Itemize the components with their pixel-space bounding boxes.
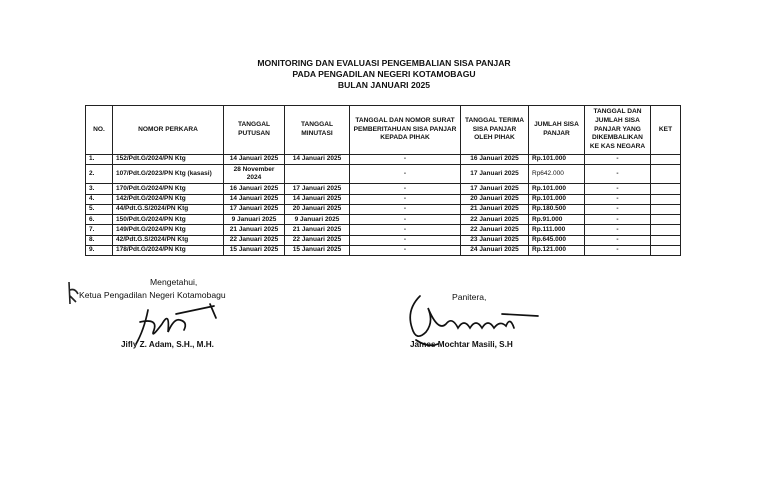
cell-ket xyxy=(651,184,681,194)
monitoring-table xyxy=(85,105,681,256)
cell-perkara: 170/Pdt.G/2024/PN Ktg xyxy=(113,184,224,194)
table-row xyxy=(86,204,681,214)
cell-jumlah: Rp.645.000 xyxy=(529,235,585,245)
cell-kas: - xyxy=(585,165,651,184)
cell-kas: - xyxy=(585,235,651,245)
cell-no: 6. xyxy=(86,215,113,225)
cell-no: 7. xyxy=(86,225,113,235)
cell-surat: - xyxy=(350,235,461,245)
cell-terima: 22 Januari 2025 xyxy=(461,215,529,225)
cell-minutasi: 17 Januari 2025 xyxy=(285,184,350,194)
cell-no: 3. xyxy=(86,184,113,194)
cell-no: 4. xyxy=(86,194,113,204)
cell-minutasi: 14 Januari 2025 xyxy=(285,155,350,165)
cell-ket xyxy=(651,194,681,204)
header-tanggal-minutasi: TANGGAL MINUTASI xyxy=(285,106,350,155)
cell-terima: 20 Januari 2025 xyxy=(461,194,529,204)
title-line-3: BULAN JANUARI 2025 xyxy=(337,80,431,90)
cell-terima: 16 Januari 2025 xyxy=(461,155,529,165)
header-tanggal-terima: TANGGAL TERIMA SISA PANJAR OLEH PIHAK xyxy=(461,106,529,155)
cell-kas: - xyxy=(585,215,651,225)
left-signature-name: Jifly Z. Adam, S.H., M.H. xyxy=(121,340,214,349)
cell-jumlah: Rp.180.500 xyxy=(529,204,585,214)
table-row xyxy=(86,194,681,204)
cell-ket xyxy=(651,165,681,184)
cell-terima: 21 Januari 2025 xyxy=(461,204,529,214)
cell-surat: - xyxy=(350,204,461,214)
right-signature-role: Panitera, xyxy=(452,292,487,302)
stamp-mark-icon xyxy=(66,280,80,308)
cell-perkara: 44/Pdt.G.S/2024/PN Ktg xyxy=(113,204,224,214)
cell-perkara: 149/Pdt.G/2024/PN Ktg xyxy=(113,225,224,235)
cell-minutasi: 20 Januari 2025 xyxy=(285,204,350,214)
right-signature-name: James Mochtar Masili, S.H xyxy=(410,340,513,349)
cell-kas: - xyxy=(585,155,651,165)
cell-jumlah: Rp.101.000 xyxy=(529,184,585,194)
cell-no: 9. xyxy=(86,246,113,256)
cell-surat: - xyxy=(350,165,461,184)
header-tanggal-putusan: TANGGAL PUTUSAN xyxy=(224,106,285,155)
cell-kas: - xyxy=(585,184,651,194)
cell-perkara: 107/Pdt.G/2023/PN Ktg (kasasi) xyxy=(113,165,224,184)
header-jumlah-sisa-panjar: JUMLAH SISA PANJAR xyxy=(529,106,585,155)
left-signature-role: Ketua Pengadilan Negeri Kotamobagu xyxy=(79,290,226,300)
cell-surat: - xyxy=(350,155,461,165)
cell-kas: - xyxy=(585,204,651,214)
title-line-2: PADA PENGADILAN NEGERI KOTAMOBAGU xyxy=(292,69,476,79)
table-header-row xyxy=(86,106,681,155)
cell-no: 1. xyxy=(86,155,113,165)
cell-terima: 22 Januari 2025 xyxy=(461,225,529,235)
cell-jumlah: Rp.101.000 xyxy=(529,155,585,165)
table-row xyxy=(86,165,681,184)
cell-terima: 17 Januari 2025 xyxy=(461,165,529,184)
cell-ket xyxy=(651,246,681,256)
cell-perkara: 150/Pdt.G/2024/PN Ktg xyxy=(113,215,224,225)
cell-kas: - xyxy=(585,225,651,235)
cell-putusan: 14 Januari 2025 xyxy=(224,155,285,165)
cell-no: 5. xyxy=(86,204,113,214)
cell-putusan: 21 Januari 2025 xyxy=(224,225,285,235)
table-row xyxy=(86,235,681,245)
cell-putusan: 14 Januari 2025 xyxy=(224,194,285,204)
cell-no: 8. xyxy=(86,235,113,245)
table-row xyxy=(86,184,681,194)
cell-putusan: 9 Januari 2025 xyxy=(224,215,285,225)
cell-perkara: 142/Pdt.G/2024/PN Ktg xyxy=(113,194,224,204)
cell-putusan: 16 Januari 2025 xyxy=(224,184,285,194)
table-row xyxy=(86,246,681,256)
cell-minutasi: 22 Januari 2025 xyxy=(285,235,350,245)
cell-no: 2. xyxy=(86,165,113,184)
header-surat-pemberitahuan: TANGGAL DAN NOMOR SURAT PEMBERITAHUAN SISA PANJAR KEPADA PIHAK xyxy=(350,106,461,155)
table-row xyxy=(86,215,681,225)
cell-surat: - xyxy=(350,225,461,235)
cell-perkara: 178/Pdt.G/2024/PN Ktg xyxy=(113,246,224,256)
cell-kas: - xyxy=(585,194,651,204)
table-row xyxy=(86,225,681,235)
cell-putusan: 15 Januari 2025 xyxy=(224,246,285,256)
cell-kas: - xyxy=(585,246,651,256)
document-title xyxy=(0,58,768,91)
cell-jumlah: Rp.121.000 xyxy=(529,246,585,256)
cell-jumlah: Rp.111.000 xyxy=(529,225,585,235)
cell-minutasi: 15 Januari 2025 xyxy=(285,246,350,256)
cell-surat: - xyxy=(350,246,461,256)
title-line-1: MONITORING DAN EVALUASI PENGEMBALIAN SISA PANJAR xyxy=(257,58,511,68)
cell-putusan: 17 Januari 2025 xyxy=(224,204,285,214)
cell-putusan: 22 Januari 2025 xyxy=(224,235,285,245)
cell-ket xyxy=(651,235,681,245)
cell-surat: - xyxy=(350,194,461,204)
cell-surat: - xyxy=(350,215,461,225)
table-row xyxy=(86,155,681,165)
header-nomor-perkara: NOMOR PERKARA xyxy=(113,106,224,155)
header-no: NO. xyxy=(86,106,113,155)
cell-jumlah: Rp.101.000 xyxy=(529,194,585,204)
cell-putusan: 28 November 2024 xyxy=(224,165,285,184)
cell-jumlah: Rp642.000 xyxy=(529,165,585,184)
cell-minutasi xyxy=(285,165,350,184)
left-signature-intro: Mengetahui, xyxy=(150,277,198,287)
cell-terima: 17 Januari 2025 xyxy=(461,184,529,194)
cell-minutasi: 9 Januari 2025 xyxy=(285,215,350,225)
cell-perkara: 42/Pdt.G.S/2024/PN Ktg xyxy=(113,235,224,245)
cell-ket xyxy=(651,215,681,225)
cell-minutasi: 14 Januari 2025 xyxy=(285,194,350,204)
header-kas-negara: TANGGAL DAN JUMLAH SISA PANJAR YANG DIKEMBALIKAN KE KAS NEGARA xyxy=(585,106,651,155)
cell-ket xyxy=(651,204,681,214)
header-ket: KET xyxy=(651,106,681,155)
cell-minutasi: 21 Januari 2025 xyxy=(285,225,350,235)
cell-perkara: 152/Pdt.G/2024/PN Ktg xyxy=(113,155,224,165)
cell-jumlah: Rp.91.000 xyxy=(529,215,585,225)
cell-terima: 24 Januari 2025 xyxy=(461,246,529,256)
cell-ket xyxy=(651,225,681,235)
cell-terima: 23 Januari 2025 xyxy=(461,235,529,245)
cell-ket xyxy=(651,155,681,165)
cell-surat: - xyxy=(350,184,461,194)
